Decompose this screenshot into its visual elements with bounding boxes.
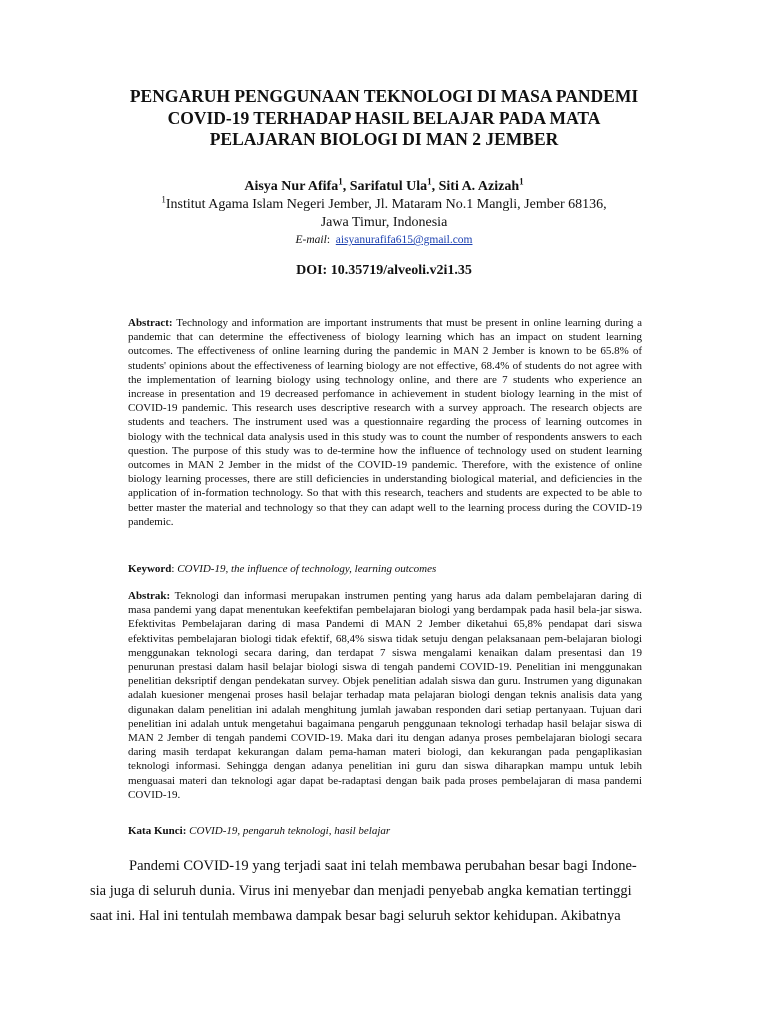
affiliation: [60, 196, 708, 214]
title-line: COVID-19 TERHADAP HASIL BELAJAR PADA MATA: [167, 107, 601, 128]
abstract-en: [128, 316, 642, 529]
abstract-id-label: Abstrak:: [128, 590, 171, 602]
keywords-en-text: COVID-19, the influence of technology, learning outcomes: [177, 563, 437, 575]
author-sup: 1: [427, 176, 432, 187]
author-separator: ,: [342, 179, 350, 194]
affiliation-sup: 1: [161, 194, 166, 205]
doi: DOI: 10.35719/alveoli.v2i1.35: [296, 263, 472, 278]
author-names: [60, 178, 708, 196]
keywords-id-text: COVID-19, pengaruh teknologi, hasil belajar: [189, 825, 391, 837]
affiliation-line: Jawa Timur, Indonesia: [320, 215, 448, 230]
email-link[interactable]: aisyanurafifa615@gmail.com: [335, 234, 473, 246]
keyword-label: Keyword: [128, 563, 172, 575]
paper-title: [100, 86, 668, 151]
title-line: PENGARUH PENGGUNAAN TEKNOLOGI DI MASA PANDEMI: [129, 86, 639, 106]
email-label: E-mail: [295, 234, 327, 246]
author-sup: 1: [338, 176, 343, 187]
body-line: Pandemi COVID-19 yang terjadi saat ini telah membawa perubahan besar bagi Indone-: [129, 858, 637, 874]
author-name: Siti A. Azizah: [438, 179, 520, 194]
author-separator: ,: [431, 179, 439, 194]
author-sup: 1: [519, 176, 524, 187]
email-line: E-mail: aisyanurafifa615@gmail.com: [295, 234, 473, 246]
affiliation: [60, 214, 708, 232]
abstract-id: [128, 589, 642, 802]
author-name: Aisya Nur Afifa: [244, 179, 339, 194]
body-paragraph: [90, 854, 680, 929]
affiliation-line: Institut Agama Islam Negeri Jember, Jl. Mataram No.1 Mangli, Jember 68136,: [165, 197, 607, 212]
keywords-id: [128, 824, 642, 838]
abstract-en-label: Abstract:: [128, 317, 173, 329]
keywords-en: Keyword: COVID-19, the influence of technology, learning outcomes: [128, 563, 437, 575]
body-line: saat ini. Hal ini tentulah membawa dampak besar bagi seluruh sektor kehidupan. Akibatnya: [90, 908, 621, 924]
abstract-en-text: Technology and information are important instruments that must be present in online learning during a pandemic that can determine the effectiveness of biology learning which has an impact on student learning outcomes. The effectiveness of online learning during the pandemic in MAN 2 Jember is known to be 65.8% of students' opinions about the effectiveness of learning biology are not effective, 68.4% of students do not agree with the implementation of learning biology using technology online, and there are 7 students who experience an increase in presentation and 19 decreased perfomance in achievement in student biology learning in the mist of COVID-19 pandemic. This research uses descriptive research with a survey approach. The research objects are students and teachers. The instrument used was a questionnaire regarding the process of learning outcomes in biology with the technical data analysis used in this study was to count the number of respondents answers to each question. The purpose of this study was to de-termine how the influence of technology used on student learning outcomes in MAN 2 Jember in the midst of the COVID-19 pandemic. Therefore, with the existence of online biology learning processes, there are still deficiencies in understanding biological material, and deficiencies in the application of in-formation technology. So that with this research, teachers and students are expected to be able to better master the material and technology so that they can adapt well to the learning process during the COVID-19 pandemic.: [128, 317, 642, 528]
kata-kunci-label: Kata Kunci:: [128, 825, 187, 837]
title-line: PELAJARAN BIOLOGI DI MAN 2 JEMBER: [209, 129, 559, 149]
body-line: sia juga di seluruh dunia. Virus ini menyebar dan menjadi penyebab angka kematian tertinggi: [90, 883, 632, 899]
abstract-id-text: Teknologi dan informasi merupakan instrumen penting yang harus ada dalam pembelajaran daring di masa pandemi yang dapat menentukan keefektifan pembelajaran biologi yang berdampak pada hasil bela-jar siswa. Efektivitas Pembelajaran daring di masa Pandemi di MAN 2 Jember diketahui 65,8% pendapat dari siswa efektivitas pembelajaran biologi tidak efektif, 68,4% siswa tidak setuju dengan pelaksanaan pem-belajaran biologi menggunakan teknologi secara daring, dan terdapat 7 siswa mengalami kenaikan dalam presentasi dan 19 penurunan prestasi dalam hasil belajar biologi siswa di tengah pandemi COVID-19. Penelitian ini menggunakan penelitian deksriptif dengan pendekatan survey. Objek penelitian adalah siswa dan guru. Instrumen yang digunakan adalah kuesioner mengenai proses hasil belajar terhadap mata pelajaran biologi dengan teknis analisis data yang digunakan dalam penelitian ini adalah menghitung jumlah jawaban responden dari setiap pertanyaan. Tujuan dari penelitian ini adalah untuk mengetahui bagaimana pengaruh penggunaan teknologi terhadap hasil belajar siswa di MAN 2 Jember di tengah pandemi COVID-19. Maka dari itu dengan adanya proses pembelajaran biologi secara daring masih terdapat kekurangan dalam pema-haman materi biologi, dan kekurangan pada pengaplikasian teknologi informasi. Sehingga dengan adanya penelitian ini guru dan siswa diharapkan mampu untuk lebih menguasai materi dan teknologi agar dapat be-radaptasi dengan baik pada proses pembelajaran di masa pandemi COVID-19.: [128, 590, 642, 801]
author-block: [60, 178, 708, 248]
author-name: Sarifatul Ula: [349, 179, 428, 194]
